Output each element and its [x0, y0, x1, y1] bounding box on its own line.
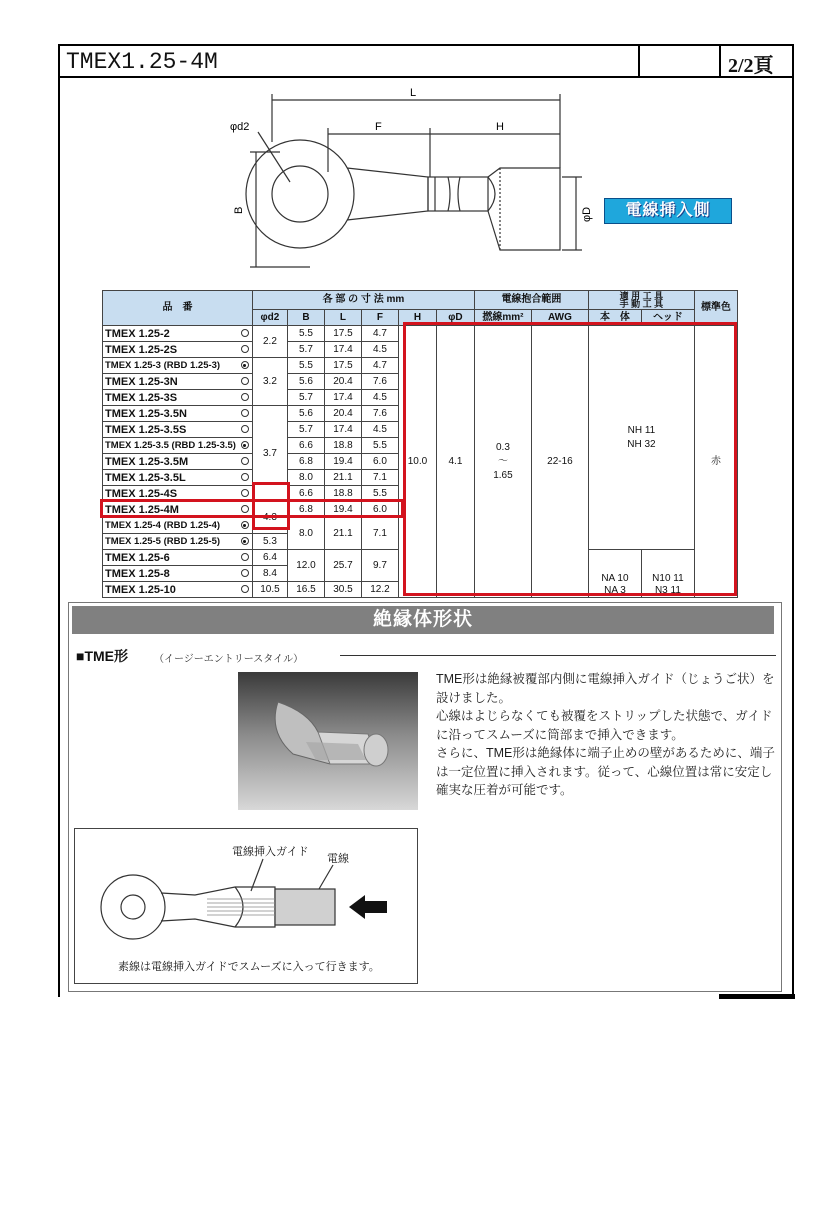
L-value: 20.4 — [324, 406, 361, 422]
part-number: TMEX 1.25-2 — [105, 327, 170, 340]
d2-value: 2.2 — [252, 326, 287, 358]
document-title: TMEX1.25-4M — [66, 49, 218, 75]
L-value: 17.4 — [324, 422, 361, 438]
filled-circle-mark-icon — [241, 441, 249, 449]
header-mm2: 撚線mm² — [474, 310, 531, 326]
arrow-left-icon — [349, 895, 387, 919]
d2-value: 5.3 — [252, 534, 287, 550]
header-part-no: 品 番 — [103, 291, 253, 326]
B-value: 6.8 — [287, 502, 324, 518]
header-wire-range: 電線抱合範囲 — [474, 291, 588, 310]
F-value: 12.2 — [361, 582, 398, 598]
dim-B: B — [233, 206, 245, 214]
B-value: 6.8 — [287, 454, 324, 470]
circle-mark-icon — [241, 345, 249, 353]
part-number: TMEX 1.25-3N — [105, 375, 178, 388]
bottom-rule — [719, 994, 795, 999]
filled-circle-mark-icon — [241, 521, 249, 529]
L-value: 18.8 — [324, 486, 361, 502]
dim-F: F — [375, 121, 382, 133]
tme-description — [436, 670, 778, 800]
header-divider — [719, 46, 721, 76]
circle-mark-icon — [241, 585, 249, 593]
B-value: 5.6 — [287, 406, 324, 422]
part-number: TMEX 1.25-4S — [105, 487, 178, 500]
F-value: 4.5 — [361, 390, 398, 406]
L-value: 19.4 — [324, 502, 361, 518]
label-wire: 電線 — [327, 853, 349, 865]
header-L: L — [324, 310, 361, 326]
d2-value: 3.7 — [252, 406, 287, 502]
L-value: 21.1 — [324, 470, 361, 486]
B-value: 5.5 — [287, 358, 324, 374]
part-number: TMEX 1.25-3 (RBD 1.25-3) — [105, 359, 221, 371]
L-value: 21.1 — [324, 518, 361, 550]
terminal-drawing — [220, 82, 600, 282]
F-value: 4.7 — [361, 358, 398, 374]
header-D: φD — [436, 310, 474, 326]
tool-body-alt: NA 10 NA 3 — [588, 550, 641, 598]
D-value: 4.1 — [436, 326, 474, 598]
diagram-caption: 素線は電線挿入ガイドでスムーズに入って行きます。 — [118, 961, 380, 973]
part-number: TMEX 1.25-8 — [105, 567, 170, 580]
paragraph: 心線はよじらなくても被覆をストリップした状態で、ガイドに沿ってスムーズに筒部まで挿入できます。 — [436, 709, 773, 742]
H-value: 10.0 — [398, 326, 436, 598]
L-value: 25.7 — [324, 550, 361, 582]
F-value: 4.5 — [361, 422, 398, 438]
header-body: 本 体 — [588, 310, 641, 326]
paragraph: さらに、TME形は絶縁体に端子止めの壁があるために、端子は一定位置に挿入されます。従って、心線位置は常に安定し確実な圧着が可能です。 — [436, 746, 775, 797]
part-number: TMEX 1.25-2S — [105, 343, 178, 356]
header-F: F — [361, 310, 398, 326]
tool-head-alt: N10 11 N3 11 — [641, 550, 694, 598]
circle-mark-icon — [241, 409, 249, 417]
B-value: 12.0 — [287, 550, 324, 582]
B-value: 6.6 — [287, 486, 324, 502]
part-number: TMEX 1.25-3.5M — [105, 455, 189, 468]
L-value: 17.4 — [324, 390, 361, 406]
L-value: 18.8 — [324, 438, 361, 454]
d2-value: 10.5 — [252, 582, 287, 598]
header-d2: φd2 — [252, 310, 287, 326]
wire-insertion-side-label: 電線挿入側 — [604, 198, 732, 224]
L-value: 17.5 — [324, 326, 361, 342]
circle-mark-icon — [241, 473, 249, 481]
B-value: 6.6 — [287, 438, 324, 454]
part-number: TMEX 1.25-4 (RBD 1.25-4) — [105, 519, 221, 531]
F-value: 7.1 — [361, 470, 398, 486]
circle-mark-icon — [241, 457, 249, 465]
F-value: 4.7 — [361, 326, 398, 342]
d2-value: 3.2 — [252, 358, 287, 406]
F-value: 6.0 — [361, 454, 398, 470]
part-number: TMEX 1.25-6 — [105, 551, 170, 564]
B-value: 5.7 — [287, 422, 324, 438]
circle-mark-icon — [241, 425, 249, 433]
part-number: TMEX 1.25-3.5N — [105, 407, 187, 420]
B-value: 5.7 — [287, 390, 324, 406]
circle-mark-icon — [241, 569, 249, 577]
part-number: TMEX 1.25-5 (RBD 1.25-5) — [105, 535, 221, 547]
F-value: 9.7 — [361, 550, 398, 582]
circle-mark-icon — [241, 489, 249, 497]
dim-d2: φd2 — [230, 121, 250, 133]
part-number: TMEX 1.25-3S — [105, 391, 178, 404]
F-value: 5.5 — [361, 486, 398, 502]
header-dimensions: 各 部 の 寸 法 mm — [252, 291, 474, 310]
F-value: 7.6 — [361, 374, 398, 390]
B-value: 5.5 — [287, 326, 324, 342]
filled-circle-mark-icon — [241, 361, 249, 369]
B-value: 8.0 — [287, 518, 324, 550]
F-value: 5.5 — [361, 438, 398, 454]
part-number: TMEX 1.25-3.5S — [105, 423, 187, 436]
header-awg: AWG — [531, 310, 588, 326]
d2-value: 6.4 — [252, 550, 287, 566]
header-B: B — [287, 310, 324, 326]
header-head: ヘッド — [641, 310, 694, 326]
circle-mark-icon — [241, 553, 249, 561]
F-value: 4.5 — [361, 342, 398, 358]
dim-H: H — [496, 121, 504, 133]
header-tool: 適 用 工 具 手 動 工 具 — [588, 291, 694, 310]
B-value: 16.5 — [287, 582, 324, 598]
std-color: 赤 — [694, 326, 737, 598]
header — [58, 44, 794, 78]
tme-subheading: （イージーエントリースタイル） — [154, 654, 304, 665]
filled-circle-mark-icon — [241, 537, 249, 545]
highlight-common-specs — [403, 322, 737, 596]
F-value: 7.6 — [361, 406, 398, 422]
L-value: 17.5 — [324, 358, 361, 374]
circle-mark-icon — [241, 377, 249, 385]
L-value: 19.4 — [324, 454, 361, 470]
tool-main: NH 11 NH 32 — [588, 326, 694, 550]
part-number: TMEX 1.25-3.5 (RBD 1.25-3.5) — [105, 439, 236, 451]
L-value: 30.5 — [324, 582, 361, 598]
F-value: 7.1 — [361, 518, 398, 550]
F-value: 6.0 — [361, 502, 398, 518]
circle-mark-icon — [241, 329, 249, 337]
tme-heading: ■TME形 — [76, 648, 129, 664]
d2-value: 4.3 — [252, 502, 287, 534]
divider — [340, 655, 776, 656]
part-number: TMEX 1.25-3.5L — [105, 471, 186, 484]
circle-mark-icon — [241, 393, 249, 401]
label-guide: 電線挿入ガイド — [232, 846, 309, 858]
awg-range: 22-16 — [531, 326, 588, 598]
paragraph: TME形は絶縁被覆部内側に電線挿入ガイド（じょうご状）を設けました。 — [436, 672, 775, 705]
part-number: TMEX 1.25-4M — [105, 503, 179, 516]
L-value: 20.4 — [324, 374, 361, 390]
L-value: 17.4 — [324, 342, 361, 358]
header-std-color: 標準色 — [694, 291, 737, 326]
header-H: H — [398, 310, 436, 326]
B-value: 5.6 — [287, 374, 324, 390]
part-number: TMEX 1.25-10 — [105, 583, 176, 596]
section-title: 絶縁体形状 — [72, 606, 774, 634]
d2-value: 8.4 — [252, 566, 287, 582]
page-number: 2/2頁 — [728, 55, 774, 77]
B-value: 5.7 — [287, 342, 324, 358]
terminal-photo — [238, 672, 418, 810]
header-divider — [638, 46, 640, 76]
highlight-d2 — [252, 482, 290, 530]
dim-L: L — [410, 87, 417, 99]
dim-D: φD — [581, 206, 593, 222]
mm2-range: 0.3 〜 1.65 — [474, 326, 531, 598]
B-value: 8.0 — [287, 470, 324, 486]
